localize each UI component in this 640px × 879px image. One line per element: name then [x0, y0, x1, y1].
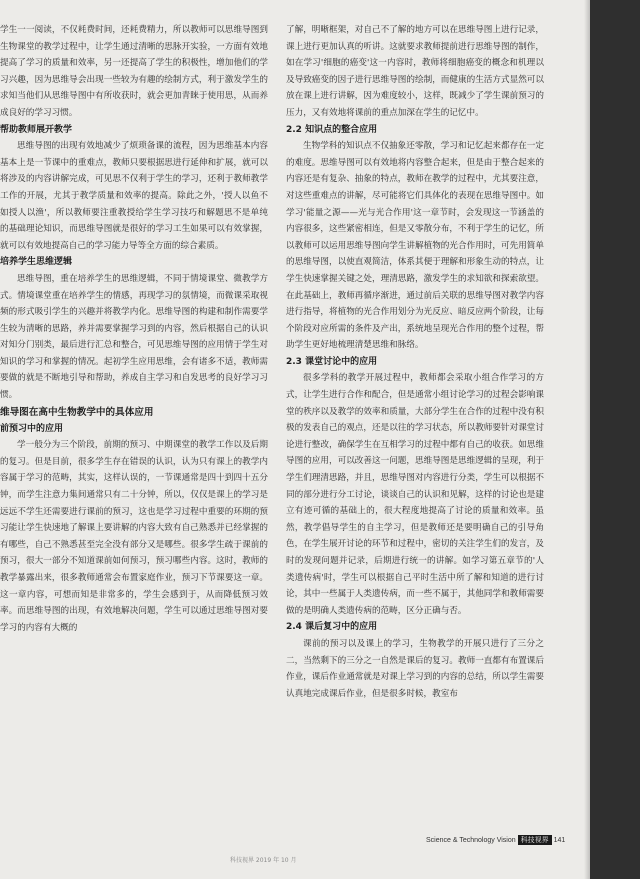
- paragraph: 生物学科的知识点不仅抽象还零散，学习和记忆起来都存在一定的难度。思维导图可以有效地将内容整合起来，但是由于整合起来的内容还是有复杂、抽象的特点，教师在教学的过程中，尤其要注意，对这些重难点的讲解，尽可能将它们具体化的表现在思维导图中。如学习'能量之源——光与光合作用'这一章节时，会发现这一节涵盖的内容很多，这些紧密相连，但是又零散分布，不利于学生的记忆，所以教师可以运用思维导图向学生讲解植物的光合作用时，可先用简单的思维导图，以使直观简洁，体系其便于理解和形象生动的特点，让学生快速掌握关键之处，理清思路，激发学生的求知欲和探索欲望。在此基础上，教师再循序渐进，通过前后关联的思维导图对教学内容进行指导，将植物的光合作用划分为光反应、暗反应两个阶段，让每个阶段对应所需的条件及产出，系统地呈现光合作用的整个过程，帮助学生更好地梳理清楚思维和脉络。: [286, 141, 544, 351]
- subsection-heading: 培养学生思维逻辑: [0, 257, 73, 268]
- paragraph: 思维导图的出现有效地减少了烦琐备课的流程，因为思维基本内容基本上是一节课中的重难点，教师只要根据思进行延伸和扩展，就可以将涉及的内容讲解完成，可见思不仅利于学生的学习，还利于教师教学工作的开展，尤其于教学质量和效率的提高。除此之外，'授人以鱼不如授人以渔'，所以教师要注重教授给学生学习技巧和解题思不是单纯的基础理论知识，而思维导图就是很好的学习工生如果可以有效掌握，就可以有效地提高自己的学习能力导等全方面的综合素质。: [0, 141, 268, 251]
- paragraph: 学生一一阅读，不仅耗费时间，还耗费精力，所以教师可以思维导图到生物课堂的教学过程中，让学生通过清晰的思脉开实验，一方面有效地提高了学习的质量和效率，另一还提高了学生的积极性，增加他们的学习兴趣，因为思维导会出现一些较为有趣的绘制方式，利于激发学生的求知当他们从思维导图中有所收获时，就会更加青睐于使用思，从而养成良好的学习习惯。: [0, 25, 268, 118]
- paragraph: 了解，明晰框架，对自己不了解的地方可以在思维导图上进行记录，课上进行更加认真的听讲。这就要求教师提前进行思维导图的制作，如在学习'细胞的癌变'这一内容时，教师将细胞癌变的概念和机理以及导致癌变的因子进行思维导图的绘制，而健康的生活方式显然可以放在课上进行讲解，因为难度较小，这样，既减少了学生课前预习的压力，又有效地将课前的重点加深在学生的记忆中。: [286, 25, 544, 118]
- subsection-heading: 2.4 课后复习中的应用: [286, 622, 378, 633]
- paragraph: 很多学科的教学开展过程中，教师都会采取小组合作学习的方式，让学生进行合作和配合，但是通常小组讨论学习的过程会影响课堂的秩序以及教学的效率和质量，大部分学生在合作的过程中没有积极的发表自己的观点，还是以往的学习状态，所以教师要针对课堂讨论进行整改，确保学生在互相学习的过程中都有自己的收获。如思维导图的应用，可以改善这一问题，思维导图是思维逻辑的呈现，利于学生们理清思路，并且，思维导图对内容进行分类，学生可以根据不同的部分进行分工讨论，谈谈自己的认识和见解，这样的讨论也是建立有迹可循的基础上的，很大程度地提高了讨论的质量和效率。虽然，教学倡导学生的自主学习，但是教师还是要明确自己的引导角色，在学生展开讨论的环节和过程中，密切的关注学生们的发言，及时的发现问题并记录，后期进行统一的讲解。如学习第五章节的'人类遗传病'时，学生可以根据自己平时生活中所了解和知道的进行讨论，其中一些属于人类遗传病，而一些不属于，其他同学和教师需要做的是明确人类遗传病的范畴，区分正确与否。: [286, 373, 544, 616]
- paragraph: 思维导图，重在培养学生的思维逻辑，不同于情境课堂、微教学方式。情境课堂重在培养学生的情感，再现学习的氛情境，而微课采取视频的形式吸引学生的兴趣并将教学内化。思维导图的构建和制作需要学生较为清晰的思路，养并需要掌握学习到的内容，然后根据自己的认识对知分门别类，最后进行汇总和整合，可见思维导图的应用情于学生对知识的学习和掌握的情况。起初学生应用思维，会有诸多不适，教师需要做的就是不断地引导和帮助，养成自主学习和自发思考的良好学习习惯。: [0, 273, 268, 401]
- left-column: [0, 22, 268, 636]
- page-footer: [426, 835, 565, 845]
- right-column: [286, 22, 544, 702]
- page-number: 141: [553, 837, 566, 844]
- journal-name: Science & Technology Vision: [426, 837, 516, 844]
- subsection-heading: 帮助教师展开教学: [0, 124, 73, 135]
- journal-badge: 科技视界: [518, 835, 552, 845]
- paragraph: 学一般分为三个阶段，前期的预习、中期课堂的教学工作以及后期的复习。但是目前，很多学生存在错误的认识，认为只有课上的教学内容属于学习的范畴，其实，这样认误的，一节课通常是四十到四十五分钟，而学生注意力集间通常只有二十分钟，所以，仅仅是课上的学习是远远不学生还需要进行课前的预习，这也是学习过程中重要的环期的预习能让学生快速地了解课上要讲解的内容大致有自己熟悉并已经掌握的有哪些，自己不熟悉甚至完全没有部分又是哪些。很多学生疏于课前的预习，很大一部分不知道课前如何预习，预习哪些内容。这时，教师的教学暴露出来，很多教师通常会布置家庭作业，预习下节课要这一章。这一章内容，可想而知是非常多的，学生会感到于，从而降低预习效率。而思维导图的出现，有效地解决问题，学生可以通过思维导图对要学习的内容有大概的: [0, 440, 268, 633]
- subsection-heading: 2.2 知识点的整合应用: [286, 124, 378, 135]
- subsection-heading: 前预习中的应用: [0, 423, 64, 434]
- faint-imprint: 科技视界 2019 年 10 月: [230, 857, 297, 864]
- subsection-heading: 2.3 课堂讨论中的应用: [286, 356, 378, 367]
- paragraph: 课前的预习以及课上的学习，生物教学的开展只进行了三分之二，当然剩下的三分之一自然是课后的复习。教师一直都有布置课后作业，课后作业通常就是对课上学习到的内容的总结，所以学生需要认真地完成课后作业，但是很多时候，教室布: [286, 638, 544, 699]
- scan-background-edge: [590, 0, 640, 879]
- section-heading: 维导图在高中生物教学中的具体应用: [0, 406, 154, 418]
